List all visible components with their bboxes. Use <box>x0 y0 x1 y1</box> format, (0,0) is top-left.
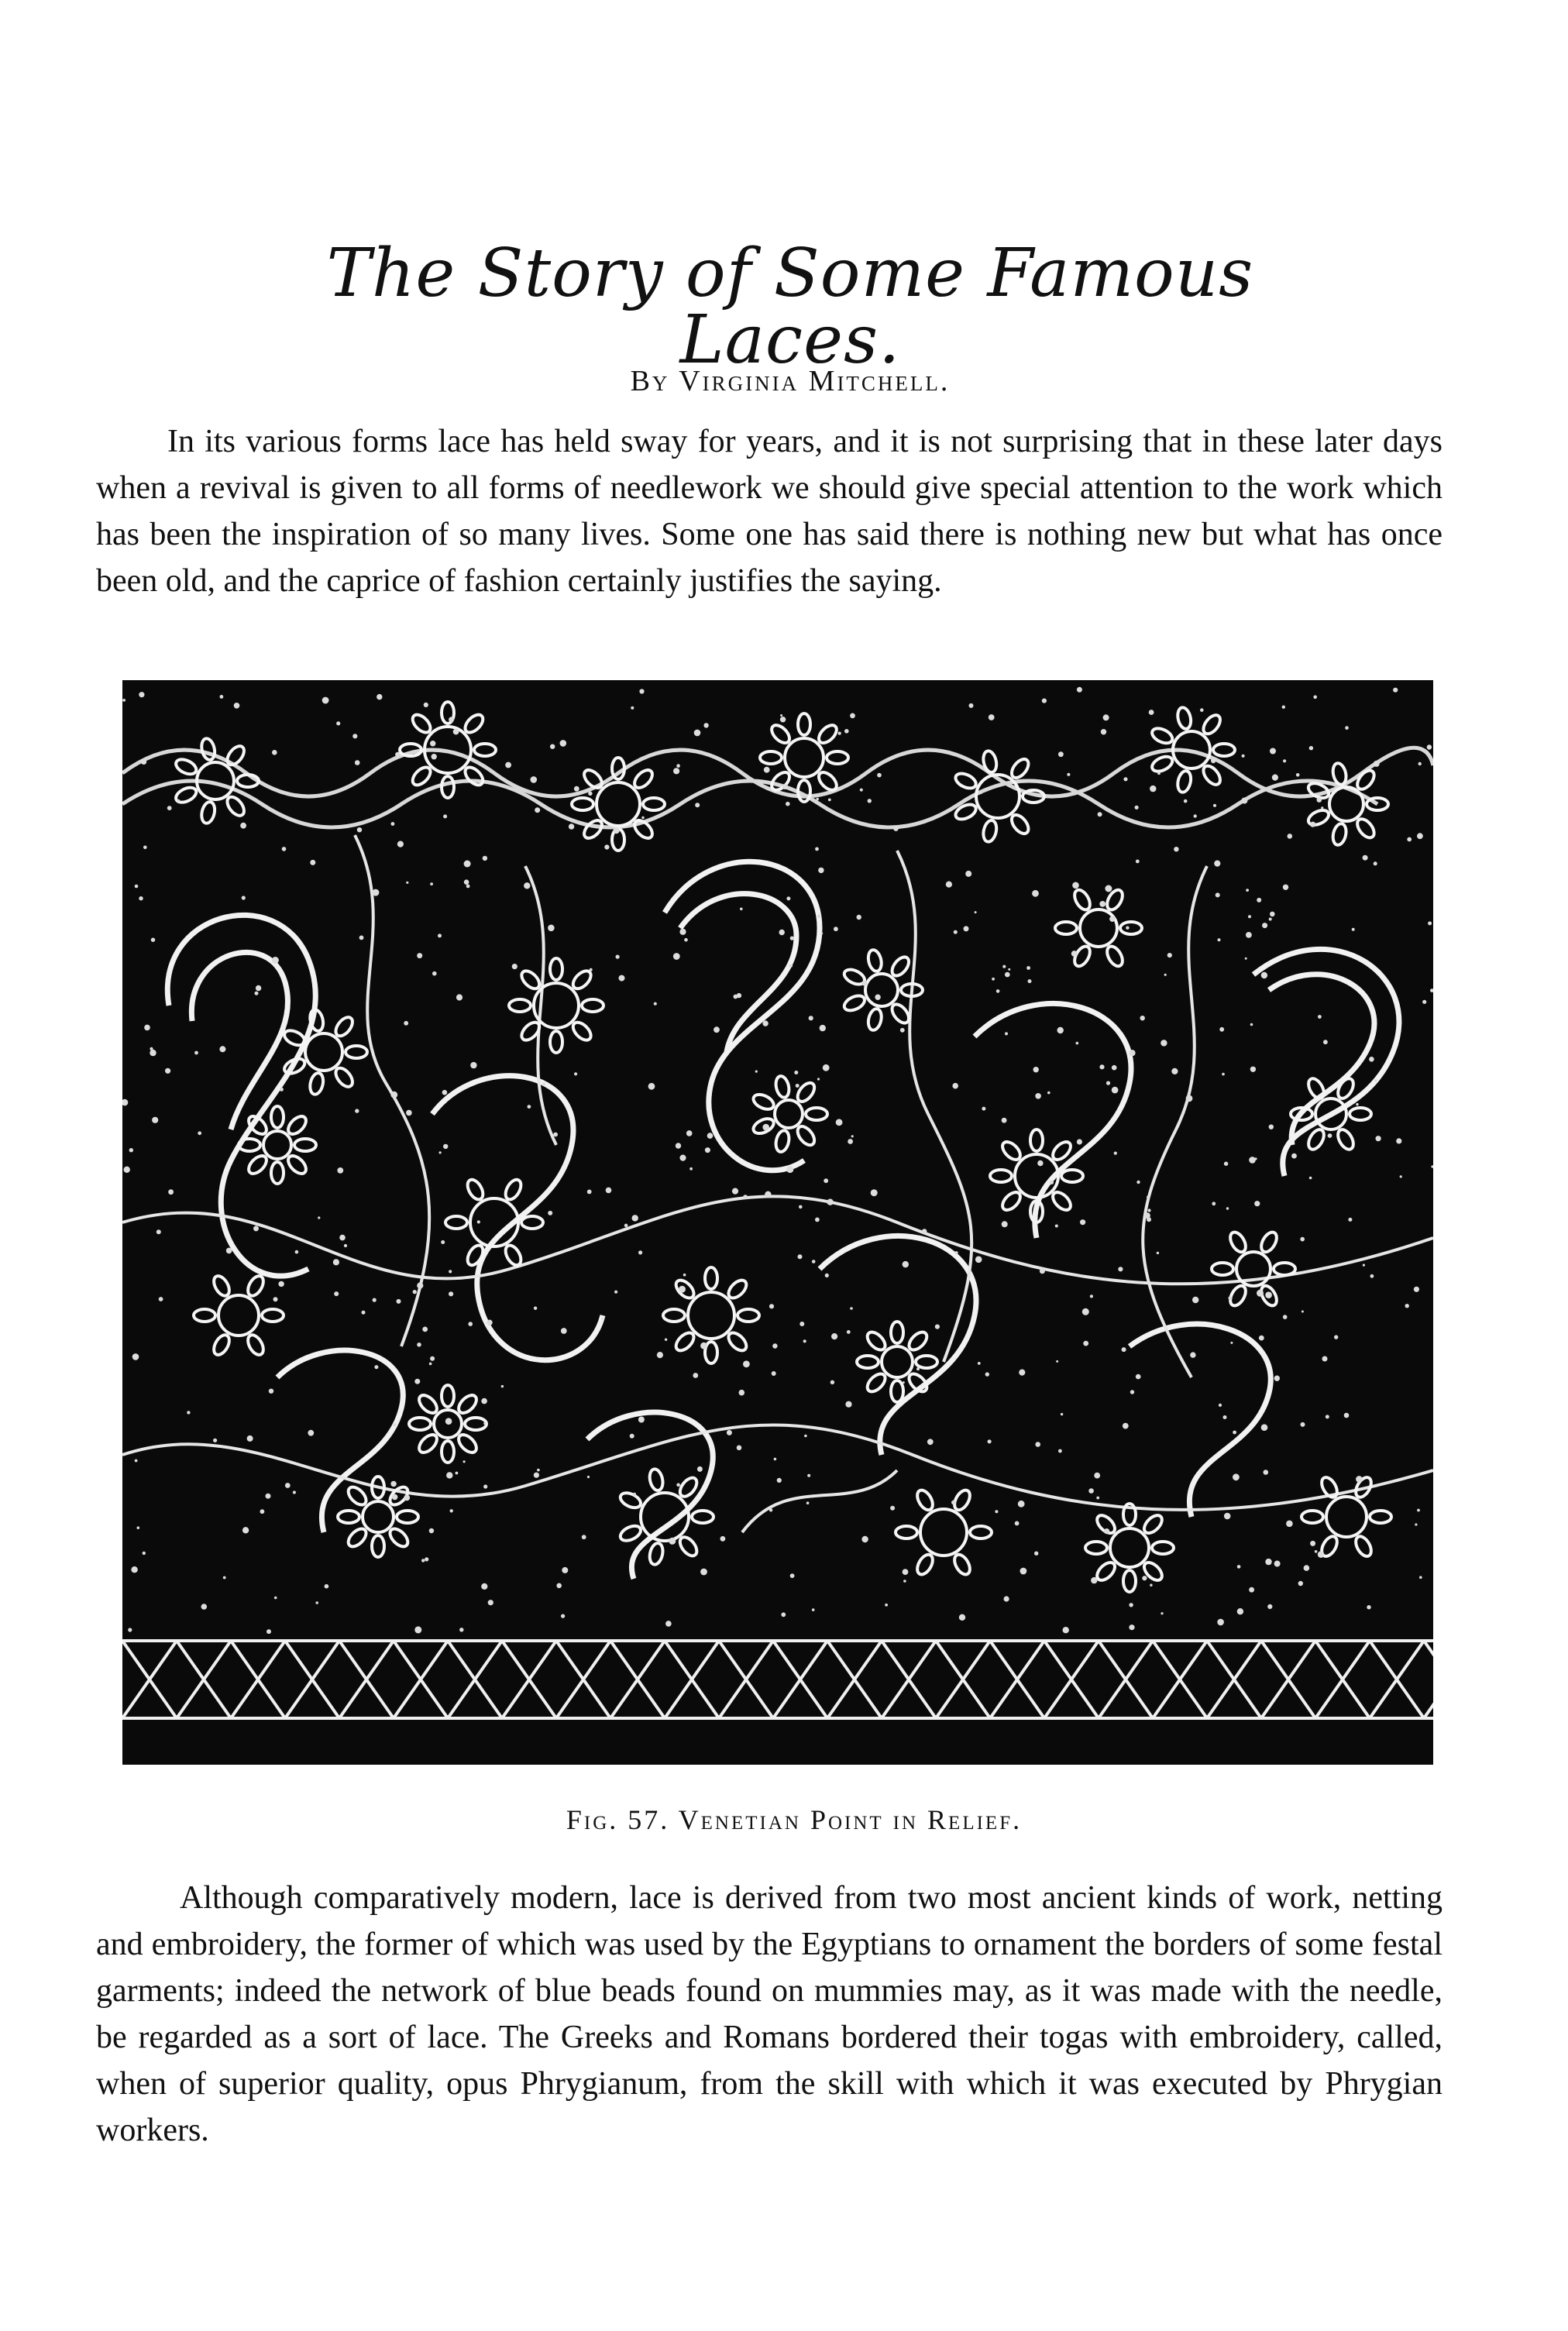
figure-caption: Fig. 57. Venetian Point in Relief. <box>566 1804 1023 1835</box>
intro-paragraph: In its various forms lace has held sway for years, and it is not surprising that in these later days when a revival is given to all forms of needlework we should give special attention to the work which has been the inspiration of so many lives. Some one has said there is nothing new but what has once been old, and the caprice of fashion certainly justifies the saying. <box>96 424 1442 599</box>
article-title: The Story of Some Famous Laces. <box>326 235 1254 379</box>
body-paragraph: Although comparatively modern, lace is derived from two most ancient kinds of work, netting and embroidery, the former of which was used by the Egyptians to ornament the borders of some festal garments; indeed the network of blue beads found on mummies may, as it was made with the needle, be regarded as a sort of lace. The Greeks and Romans bordered their togas with embroidery, called, when of superior quality, opus Phrygianum, from the skill with which it was executed by Phrygian workers. <box>96 1880 1442 2148</box>
article-byline: By Virginia Mitchell. <box>630 365 951 397</box>
lace-illustration <box>122 680 1433 1765</box>
